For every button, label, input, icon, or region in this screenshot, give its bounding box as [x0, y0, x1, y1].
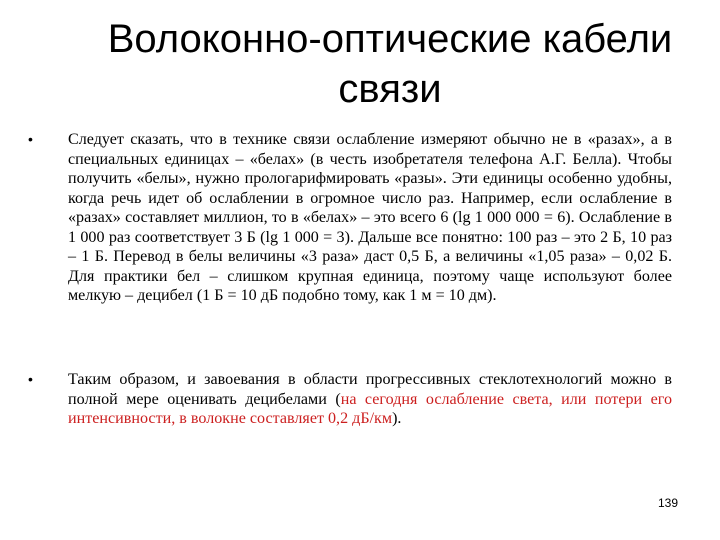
slide-title-line-2: связи — [338, 67, 442, 111]
bullet-2-end: ). — [392, 410, 402, 427]
bullet-2-text: Таким образом, и завоевания в области прогрессивных стеклотехнологий можно в полной мере оценивать децибелами ( — [68, 371, 672, 408]
slide-title-line-1: Волоконно-оптические кабели — [107, 17, 673, 61]
bullet-marker: • — [28, 131, 33, 147]
page-number: 139 — [657, 496, 678, 510]
slide-title — [40, 14, 720, 114]
bullet-paragraph-2 — [68, 370, 672, 429]
bullet-marker: • — [28, 371, 33, 387]
bullet-paragraph-1: Следует сказать, что в технике связи ослабление измеряют обычно не в «разах», а в специальных единицах – «белах» (в честь изобретателя телефона А.Г. Белла). Чтобы получить «белы», нужно прологарифмировать «разы». Эти единицы особенно удобны, когда речь идет об ослаблении в огромное число раз. Например, если ослабление в «разах» составляет миллион, то в «белах» – это всего 6 (lg 1 000 000 = 6). Ослабление в 1 000 раз соответствует 3 Б (lg 1 000 = 3). Дальше все понятно: 100 раз – это 2 Б, 10 раз – 1 Б. Перевод в белы величины «3 раза» даст 0,5 Б, а величины «1,05 раза» – 0,02 Б. Для практики бел – слишком крупная единица, поэтому чаще используют более мелкую – децибел (1 Б = 10 дБ подобно тому, как 1 м = 10 дм). — [68, 131, 672, 304]
bullet-2-highlight: на сегодня ослабление света, или потери его интенсивности, в волокне составляет 0,2 дБ/км — [68, 390, 672, 427]
